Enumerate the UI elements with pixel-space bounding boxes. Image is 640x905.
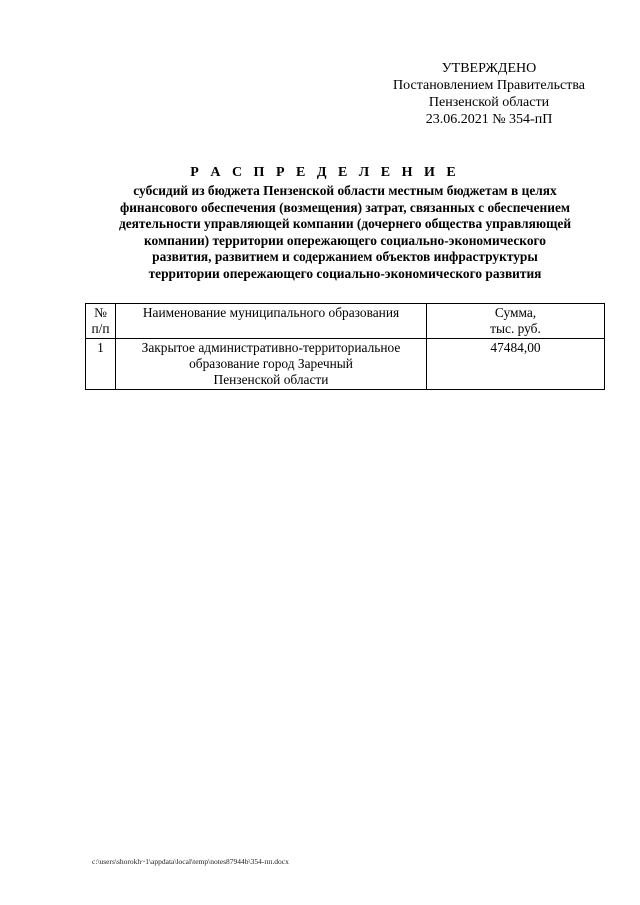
approval-block — [380, 60, 598, 128]
row-amount: 47484,00 — [427, 339, 605, 390]
document-title: Р А С П Р Е Д Е Л Е Н И Е — [190, 165, 460, 180]
subtitle-line: финансового обеспечения (возмещения) затрат, связанных с обеспечением — [119, 199, 571, 215]
header-amount: Сумма, тыс. руб. — [427, 304, 605, 339]
table-row — [86, 339, 605, 390]
approval-authority: Постановлением Правительства — [393, 78, 585, 93]
file-path-footer: c:\users\shorokh~1\appdata\local\temp\notes87944b\354-пп.docx — [92, 857, 289, 866]
header-number: № п/п — [86, 304, 116, 339]
row-number: 1 — [86, 339, 116, 390]
approval-date-number: 23.06.2021 № 354-пП — [425, 112, 553, 127]
document-subtitle — [80, 183, 610, 283]
subtitle-line: развития, развитием и содержанием объектов инфраструктуры — [152, 249, 538, 265]
row-municipality: Закрытое административно-территориальное образование город Заречный Пензенской области — [116, 339, 427, 390]
approval-region: Пензенской области — [428, 95, 550, 110]
subtitle-line: компании) территории опережающего социально-экономического — [144, 232, 546, 248]
subtitle-line: субсидий из бюджета Пензенской области местным бюджетам в целях — [133, 183, 557, 198]
approval-label: УТВЕРЖДЕНО — [441, 61, 537, 76]
subtitle-line: деятельности управляющей компании (дочернего общества управляющей — [118, 216, 572, 232]
header-municipality: Наименование муниципального образования — [116, 304, 427, 339]
table-header-row — [86, 304, 605, 339]
subtitle-line: территории опережающего социально-экономического развития — [148, 265, 542, 281]
distribution-table — [85, 303, 605, 390]
